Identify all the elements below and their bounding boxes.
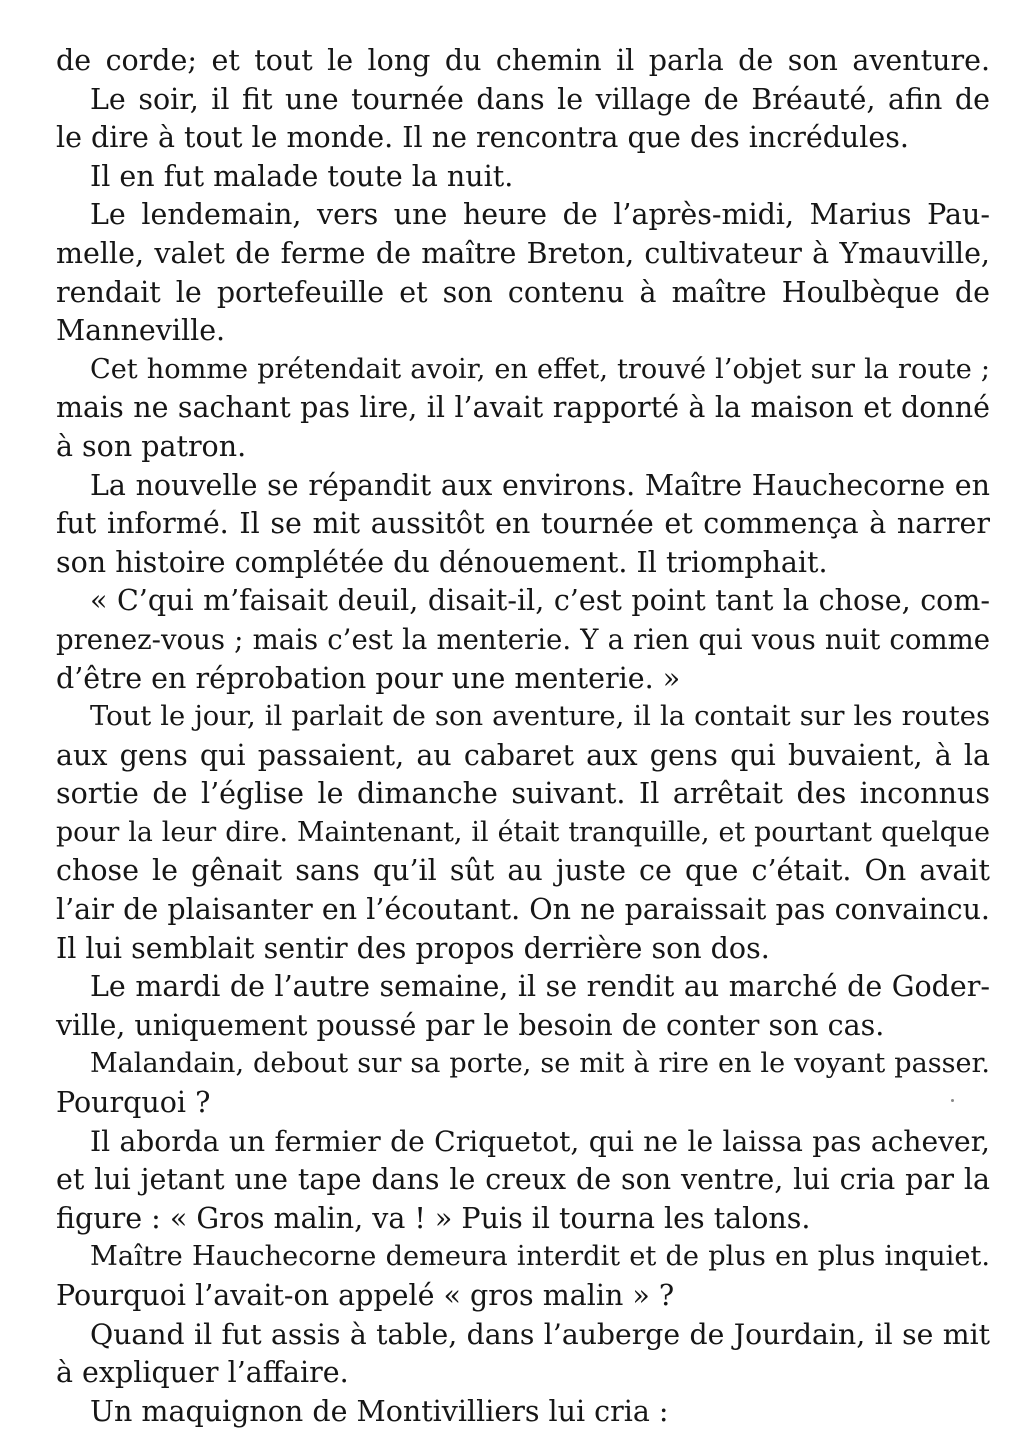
text-line: et lui jetant une tape dans le creux de son ventre, lui cria par la	[56, 1163, 990, 1197]
text-line: son histoire complétée du dénouement. Il triomphait.	[56, 545, 828, 579]
text-line: ville, uniquement poussé par le besoin de conter son cas.	[56, 1008, 885, 1042]
text-line: l’air de plaisanter en l’écoutant. On ne paraissait pas convaincu.	[56, 893, 990, 927]
text-line: à son patron.	[56, 429, 247, 463]
body-text	[56, 42, 990, 1431]
text-line: Quand il fut assis à table, dans l’auberge de Jourdain, il se mit	[90, 1317, 990, 1351]
text-line: aux gens qui passaient, au cabaret aux gens qui buvaient, à la	[56, 738, 990, 772]
text-line: mais ne sachant pas lire, il l’avait rapporté à la maison et donné	[56, 391, 990, 425]
text-line: le dire à tout le monde. Il ne rencontra que des incrédules.	[56, 121, 909, 155]
text-line: fut informé. Il se mit aussitôt en tournée et commença à narrer	[56, 507, 990, 541]
text-line: Pourquoi l’avait-on appelé « gros malin » ?	[56, 1279, 675, 1312]
text-line: Cet homme prétendait avoir, en effet, trouvé l’objet sur la route ;	[90, 353, 990, 385]
text-line: Malandain, debout sur sa porte, se mit à rire en le voyant passer.	[90, 1048, 990, 1080]
text-line: Il en fut malade toute la nuit.	[90, 159, 514, 193]
text-line: Le lendemain, vers une heure de l’après-midi, Marius Pau-	[90, 198, 990, 232]
text-line: figure : « Gros malin, va ! » Puis il tourna les talons.	[56, 1201, 811, 1235]
text-line: melle, valet de ferme de maître Breton, cultivateur à Ymauville,	[56, 236, 990, 270]
text-line: Il aborda un fermier de Criquetot, qui ne le laissa pas achever,	[90, 1124, 990, 1158]
text-line: Il lui semblait sentir des propos derrière son dos.	[56, 931, 770, 965]
text-line: sortie de l’église le dimanche suivant. Il arrêtait des inconnus	[56, 777, 990, 811]
text-line: Le mardi de l’autre semaine, il se rendit au marché de Goder-	[90, 970, 990, 1004]
text-line: Maître Hauchecorne demeura interdit et de plus en plus inquiet.	[90, 1241, 990, 1273]
text-line: d’être en réprobation pour une menterie. »	[56, 661, 681, 695]
text-line: prenez-vous ; mais c’est la menterie. Y a rien qui vous nuit comme	[56, 623, 990, 656]
text-line: Tout le jour, il parlait de son aventure, il la contait sur les routes	[90, 701, 990, 733]
text-line: Un maquignon de Montivilliers lui cria :	[90, 1394, 669, 1428]
text-line: Pourquoi ?	[56, 1086, 211, 1120]
text-line: rendait le portefeuille et son contenu à maître Houlbèque de	[56, 275, 990, 309]
text-line: de corde; et tout le long du chemin il parla de son aventure.	[56, 44, 990, 77]
text-line: chose le gênait sans qu’il sût au juste ce que c’était. On avait	[56, 854, 990, 888]
text-line: à expliquer l’affaire.	[56, 1356, 349, 1390]
scan-speck	[951, 1099, 954, 1102]
text-line: Le soir, il fit une tournée dans le village de Bréauté, afin de	[90, 82, 990, 116]
text-line: pour la leur dire. Maintenant, il était tranquille, et pourtant quelque	[56, 816, 990, 848]
text-line: « C’qui m’faisait deuil, disait-il, c’est point tant la chose, com-	[90, 584, 990, 618]
text-line: Manneville.	[56, 314, 226, 348]
text-line: La nouvelle se répandit aux environs. Maître Hauchecorne en	[90, 468, 990, 502]
